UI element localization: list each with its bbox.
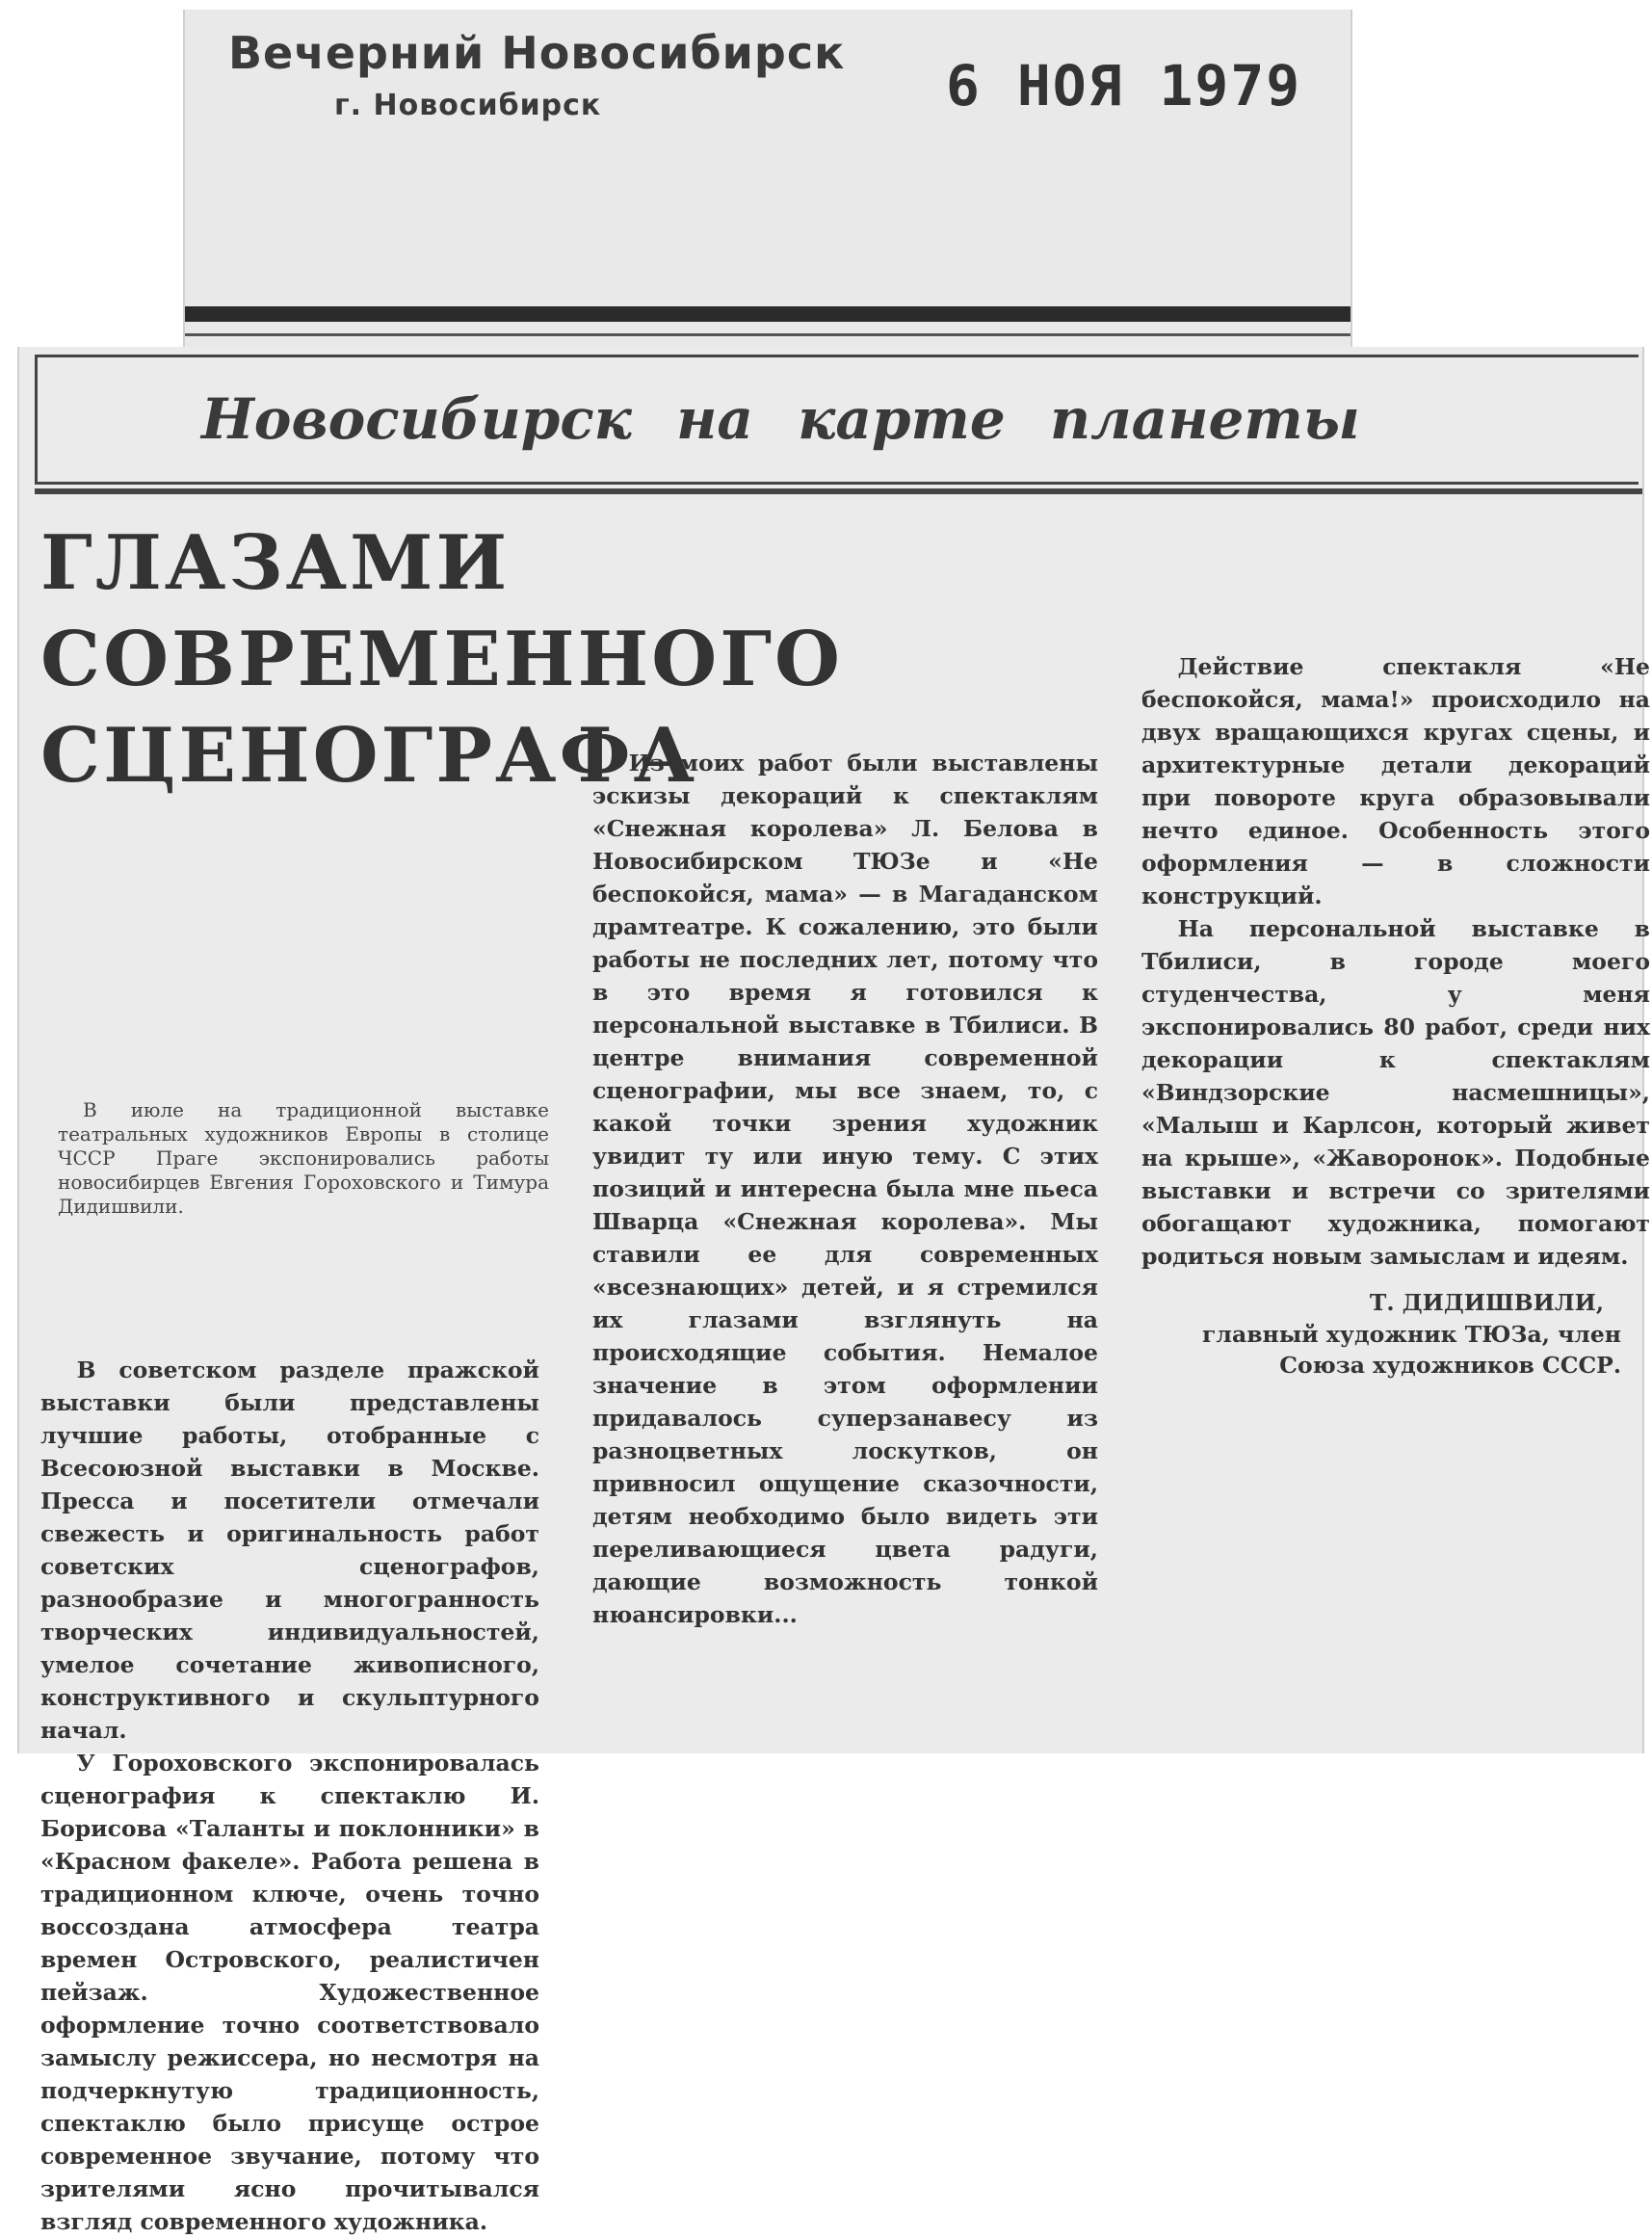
archive-stamp-strip — [183, 10, 1352, 352]
article-headline: ГЛАЗАМИ СОВРЕМЕННОГО СЦЕНОГРАФА — [40, 519, 843, 800]
article-column-3 — [1141, 650, 1650, 1381]
article-column-2 — [592, 747, 1098, 1631]
author-name: Т. ДИДИШВИЛИ, — [1369, 1289, 1604, 1316]
stamp-city: г. Новосибирск — [334, 89, 602, 122]
stamp-newspaper-name: Вечерний Новосибирск — [228, 27, 846, 79]
stamp-date: 6 НОЯ 1979 — [946, 53, 1302, 118]
article-lead: В июле на традиционной выставке театральных художников Европы в столице ЧССР Праге экспонировались работы новосибирцев Евгения Гороховского и Тимура Дидишвили. — [58, 1098, 549, 1218]
article-paragraph: Из моих работ были выставлены эскизы декораций к спектаклям «Снежная королева» Л. Белова в Новосибирском ТЮЗе и «Не беспокойся, мама» — в Магаданском драмтеатре. К сожалению, это были работы не последних лет, потому что в это время я готовился к персональной выставке в Тбилиси. В центре внимания современной сценографии, мы все знаем, то, с какой точки зрения художник увидит ту или иную тему. С этих позиций и интересна была мне пьеса Шварца «Снежная королева». Мы ставили ее для современных «всезнающих» детей, и я стремился их глазами взглянуть на происходящие события. Немалое значение в этом оформлении придавалось суперзанавесу из разноцветных лоскутков, он привносил ощущение сказочности, детям необходимо было видеть эти переливающиеся цвета радуги, дающие возможность тонкой нюансировки... — [592, 750, 1098, 1628]
top-thin-rule — [185, 333, 1350, 336]
article-paragraph: У Гороховского экспонировалась сценография к спектаклю И. Борисова «Таланты и поклонники» в «Красном факеле». Работа решена в традиционном ключе, очень точно воссоздана атмосфера театра времен Островского, реалистичен пейзаж. Художественное оформление точно соответствовало замыслу режиссера, но несмотря на подчеркнутую традиционность, спектаклю было присуще острое современное звучание, потому что зрителями ясно прочитывался взгляд современного художника. — [40, 1750, 539, 2235]
article-paragraph: В советском разделе пражской выставки были представлены лучшие работы, отобранные с Всесоюзной выставки в Москве. Пресса и посетители отмечали свежесть и оригинальность работ советских сценографов, разнообразие и многогранность творческих индивидуальностей, умелое сочетание живописного, конструктивного и скульптурного начал. — [40, 1356, 539, 1744]
article-paragraph: Действие спектакля «Не беспокойся, мама!» происходило на двух вращающихся кругах сцены, и архитектурные детали декораций при повороте круга образовывали нечто единое. Особенность этого оформления — в сложности конструкций. — [1141, 653, 1650, 909]
author-title: главный художник ТЮЗа, член Союза художников СССР. — [1202, 1321, 1621, 1379]
newspaper-clipping — [17, 347, 1650, 2235]
rubric-underline — [35, 488, 1642, 494]
rubric-box — [35, 355, 1639, 485]
article-paragraph: На персональной выставке в Тбилиси, в городе моего студенчества, у меня экспонировались 80 работ, среди них декорации к спектаклям «Виндзорские насмешницы», «Малыш и Карлсон, который живет на крыше», «Жаворонок». Подобные выставки и встречи со зрителями обогащают художника, помогают родиться новым замыслам и идеям. — [1141, 915, 1650, 1270]
top-thick-rule — [185, 306, 1350, 322]
article-column-1 — [40, 1354, 539, 2238]
rubric-title: Новосибирск на карте планеты — [201, 386, 1360, 452]
